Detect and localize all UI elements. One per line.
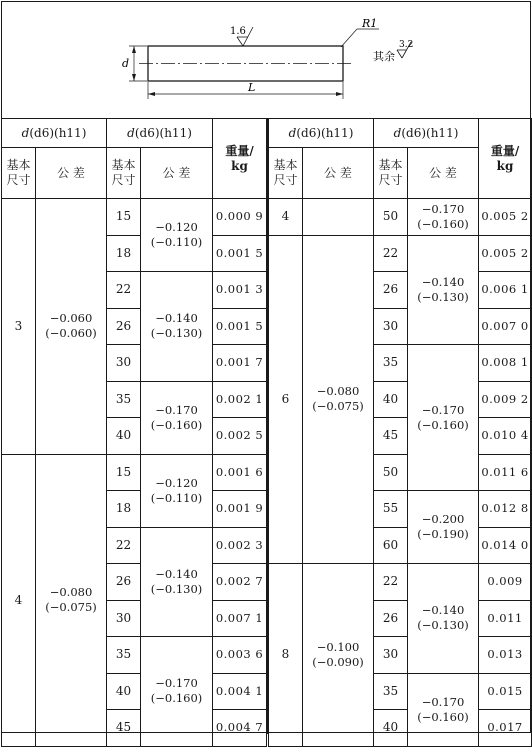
right-weight-cell: 0.010 4 bbox=[479, 418, 532, 455]
left-length-tolerance: −0.120 (−0.110) bbox=[141, 454, 213, 527]
right-length-cell: 26 bbox=[374, 272, 408, 309]
right-table bbox=[268, 118, 532, 747]
left-tolerance-header-2: 公 差 bbox=[141, 148, 213, 199]
left-weight-cell: 0.000 9 bbox=[213, 199, 267, 236]
left-length-cell: 40 bbox=[107, 673, 141, 710]
left-length-tolerance: −0.170 (−0.160) bbox=[141, 381, 213, 454]
left-length-cell: 26 bbox=[107, 564, 141, 601]
table-row bbox=[269, 564, 532, 601]
left-length-cell: 26 bbox=[107, 308, 141, 345]
left-header-row-1 bbox=[2, 119, 267, 148]
right-length-cell: 26 bbox=[374, 600, 408, 637]
left-weight-cell: 0.007 1 bbox=[213, 600, 267, 637]
svg-text:其余: 其余 bbox=[373, 50, 395, 63]
right-basic-size-header: 基本 尺寸 bbox=[269, 148, 303, 199]
left-weight-cell: 0.001 7 bbox=[213, 345, 267, 382]
left-weight-cell: 0.004 1 bbox=[213, 673, 267, 710]
table-row bbox=[2, 199, 267, 236]
left-tolerance-header: 公 差 bbox=[36, 148, 107, 199]
right-length-cell: 22 bbox=[374, 564, 408, 601]
right-length-cell: 30 bbox=[374, 308, 408, 345]
dimension-L-label: L bbox=[248, 81, 256, 94]
right-length-cell: 30 bbox=[374, 637, 408, 674]
left-length-tolerance: −0.140 (−0.130) bbox=[141, 527, 213, 637]
right-weight-cell: 0.012 8 bbox=[479, 491, 532, 528]
right-weight-cell: 0.014 0 bbox=[479, 527, 532, 564]
svg-text:R1: R1 bbox=[362, 17, 378, 30]
table-row bbox=[2, 454, 267, 491]
right-weight-cell: 0.017 bbox=[479, 710, 532, 747]
left-length-cell: 35 bbox=[107, 637, 141, 674]
right-weight-cell: 0.007 0 bbox=[479, 308, 532, 345]
right-length-cell: 60 bbox=[374, 527, 408, 564]
right-weight-cell: 0.009 2 bbox=[479, 381, 532, 418]
right-length-cell: 40 bbox=[374, 381, 408, 418]
right-length-tolerance: −0.140 (−0.130) bbox=[408, 564, 479, 674]
right-tolerance-header: 公 差 bbox=[303, 148, 374, 199]
left-length-cell: 22 bbox=[107, 272, 141, 309]
right-basic-tolerance-1: −0.080 (−0.075) bbox=[303, 235, 374, 564]
right-weight-header: 重量/ kg bbox=[479, 119, 532, 199]
left-group-header-d: d(d6)(h11) bbox=[2, 119, 107, 148]
left-length-cell: 40 bbox=[107, 418, 141, 455]
left-weight-cell: 0.003 6 bbox=[213, 637, 267, 674]
right-basic-size-header-2: 基本 尺寸 bbox=[374, 148, 408, 199]
left-basic-size-1: 4 bbox=[2, 454, 36, 746]
right-tolerance-header-2: 公 差 bbox=[408, 148, 479, 199]
right-weight-cell: 0.005 2 bbox=[479, 235, 532, 272]
rest-roughness-note bbox=[373, 40, 413, 63]
right-length-cell: 35 bbox=[374, 673, 408, 710]
left-weight-cell: 0.001 5 bbox=[213, 235, 267, 272]
right-basic-size-0: 4 bbox=[269, 199, 303, 236]
svg-text:1.6: 1.6 bbox=[230, 26, 246, 37]
left-length-cell: 30 bbox=[107, 600, 141, 637]
left-weight-cell: 0.001 9 bbox=[213, 491, 267, 528]
dimension-d-label: d bbox=[122, 57, 130, 70]
left-length-cell: 22 bbox=[107, 527, 141, 564]
left-weight-cell: 0.001 6 bbox=[213, 454, 267, 491]
right-length-tolerance: −0.170 (−0.160) bbox=[408, 345, 479, 491]
pin-drawing bbox=[1, 1, 531, 119]
radius-callout bbox=[341, 17, 379, 47]
right-length-cell: 50 bbox=[374, 454, 408, 491]
left-length-cell: 18 bbox=[107, 235, 141, 272]
right-weight-cell: 0.011 bbox=[479, 600, 532, 637]
left-length-tolerance: −0.140 (−0.130) bbox=[141, 272, 213, 382]
right-length-tolerance: −0.140 (−0.130) bbox=[408, 235, 479, 345]
roughness-symbol-top bbox=[230, 26, 253, 46]
left-weight-cell: 0.002 5 bbox=[213, 418, 267, 455]
right-weight-cell: 0.015 bbox=[479, 673, 532, 710]
right-basic-size-2: 8 bbox=[269, 564, 303, 747]
right-length-cell: 55 bbox=[374, 491, 408, 528]
right-length-tolerance: −0.170 (−0.160) bbox=[408, 199, 479, 236]
left-length-cell: 15 bbox=[107, 199, 141, 236]
left-length-tolerance: −0.120 (−0.110) bbox=[141, 199, 213, 272]
right-length-cell: 35 bbox=[374, 345, 408, 382]
left-length-cell: 35 bbox=[107, 381, 141, 418]
left-basic-size-header: 基本 尺寸 bbox=[2, 148, 36, 199]
right-length-cell: 40 bbox=[374, 710, 408, 747]
right-length-tolerance: −0.170 (−0.160) bbox=[408, 673, 479, 746]
left-group-header-L: d(d6)(h11) bbox=[107, 119, 213, 148]
left-weight-cell: 0.001 3 bbox=[213, 272, 267, 309]
left-length-tolerance: −0.170 (−0.160) bbox=[141, 637, 213, 747]
left-basic-size-0: 3 bbox=[2, 199, 36, 455]
right-basic-size-1: 6 bbox=[269, 235, 303, 564]
left-length-cell: 45 bbox=[107, 710, 141, 747]
left-length-cell: 30 bbox=[107, 345, 141, 382]
right-weight-cell: 0.008 1 bbox=[479, 345, 532, 382]
svg-text:3.2: 3.2 bbox=[399, 40, 414, 50]
right-basic-tolerance-0 bbox=[303, 199, 374, 236]
pin-drawing-svg bbox=[1, 1, 531, 118]
right-length-cell: 22 bbox=[374, 235, 408, 272]
left-weight-cell: 0.002 1 bbox=[213, 381, 267, 418]
right-group-header-L: d(d6)(h11) bbox=[374, 119, 479, 148]
left-length-cell: 18 bbox=[107, 491, 141, 528]
table-row bbox=[269, 235, 532, 272]
right-header-row-1 bbox=[269, 119, 532, 148]
left-basic-tolerance-1: −0.080 (−0.075) bbox=[36, 454, 107, 746]
left-basic-size-header-2: 基本 尺寸 bbox=[107, 148, 141, 199]
left-weight-cell: 0.002 3 bbox=[213, 527, 267, 564]
right-length-tolerance: −0.200 (−0.190) bbox=[408, 491, 479, 564]
right-length-cell: 50 bbox=[374, 199, 408, 236]
left-table bbox=[1, 118, 267, 747]
left-weight-cell: 0.004 7 bbox=[213, 710, 267, 747]
right-length-cell: 45 bbox=[374, 418, 408, 455]
left-weight-header: 重量/ kg bbox=[213, 119, 267, 199]
right-weight-cell: 0.009 bbox=[479, 564, 532, 601]
left-weight-cell: 0.001 5 bbox=[213, 308, 267, 345]
table-row bbox=[269, 199, 532, 236]
left-weight-cell: 0.002 7 bbox=[213, 564, 267, 601]
right-weight-cell: 0.011 6 bbox=[479, 454, 532, 491]
left-basic-tolerance-0: −0.060 (−0.060) bbox=[36, 199, 107, 455]
right-group-header-d: d(d6)(h11) bbox=[269, 119, 374, 148]
right-weight-cell: 0.006 1 bbox=[479, 272, 532, 309]
right-weight-cell: 0.013 bbox=[479, 637, 532, 674]
right-basic-tolerance-2: −0.100 (−0.090) bbox=[303, 564, 374, 747]
right-weight-cell: 0.005 2 bbox=[479, 199, 532, 236]
left-length-cell: 15 bbox=[107, 454, 141, 491]
